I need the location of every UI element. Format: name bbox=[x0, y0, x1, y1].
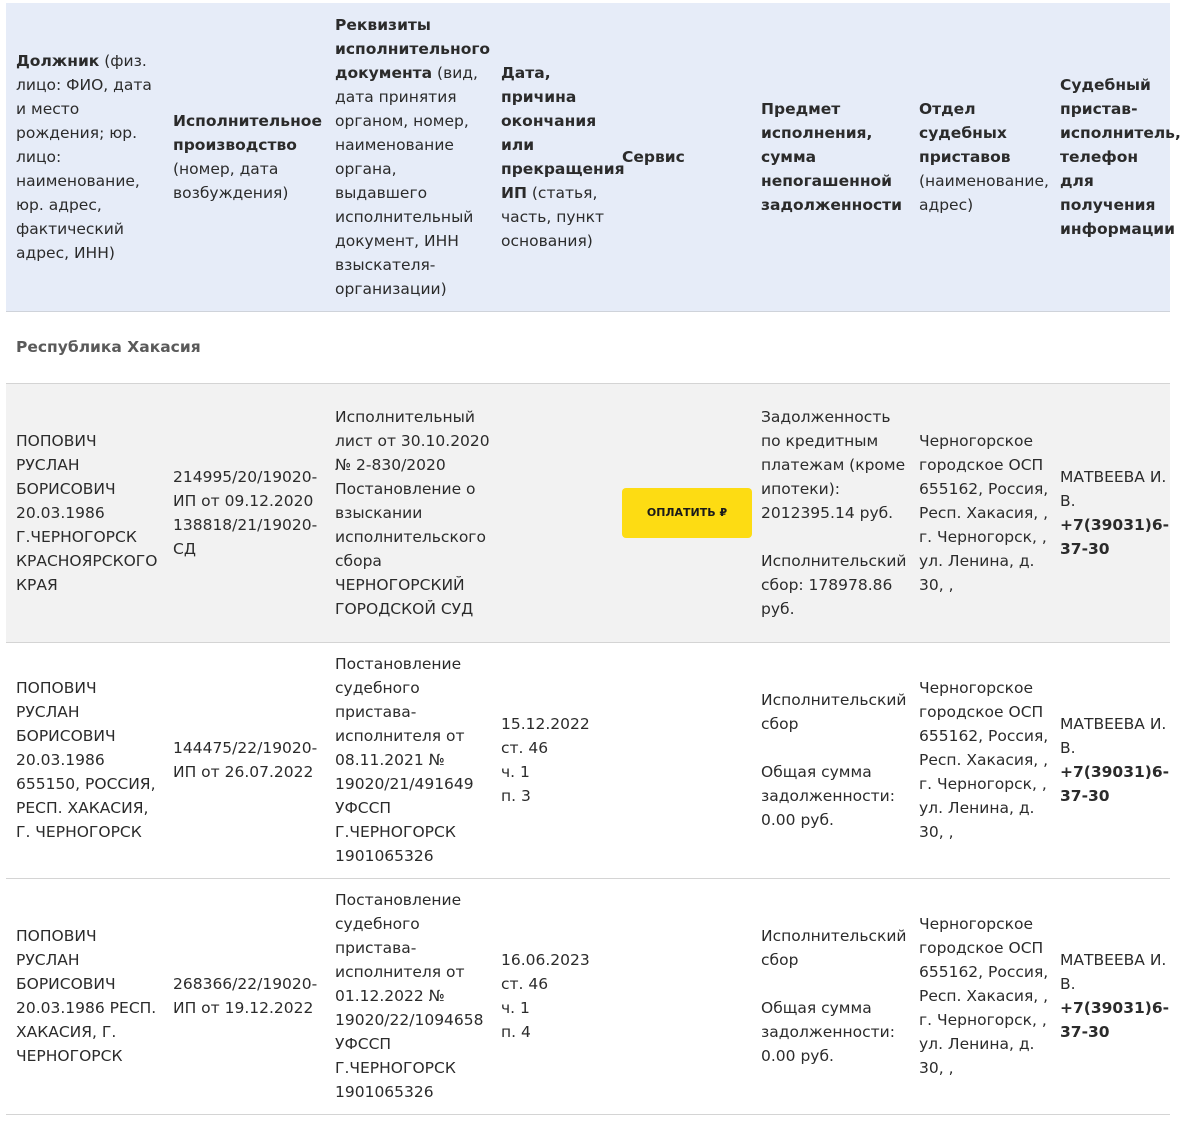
header-subject: Предмет исполнения, сумма непогашенной задолженности bbox=[751, 3, 909, 311]
document-cell: Постановление судебного пристава-исполнителя от 08.11.2021 № 19020/21/491649 УФССП Г.ЧЕРНОГОРСК 1901065326 bbox=[325, 642, 491, 878]
table-row bbox=[6, 383, 1170, 642]
table-header-row bbox=[6, 3, 1170, 311]
end-reason-cell bbox=[491, 383, 612, 642]
bailiff-phone: +7(39031)6-37-30 bbox=[1060, 515, 1170, 558]
header-bailiff: Судебный пристав-исполнитель, телефон для получения информации bbox=[1050, 3, 1170, 311]
document-cell: Постановление судебного пристава-исполнителя от 01.12.2022 № 19020/22/1094658 УФССП Г.ЧЕРНОГОРСК 1901065326 bbox=[325, 878, 491, 1114]
end-reason-cell: 16.06.2023 ст. 46 ч. 1 п. 4 bbox=[491, 878, 612, 1114]
table-row bbox=[6, 642, 1170, 878]
pay-button[interactable]: ОПЛАТИТЬ ₽ bbox=[622, 488, 752, 538]
header-proceeding: Исполнительное производство (номер, дата возбуждения) bbox=[163, 3, 325, 311]
debts-table-container bbox=[6, 3, 1181, 1122]
department-cell: Черногорское городское ОСП 655162, Россия, Респ. Хакасия, , г. Черногорск, , ул. Ленина, д. 30, , bbox=[909, 878, 1050, 1114]
header-document: Реквизиты исполнительного документа (вид, дата принятия органом, номер, наименование органа, выдавшего исполнительный документ, ИНН взыскателя-организации) bbox=[325, 3, 491, 311]
document-cell: Исполнительный лист от 30.10.2020 № 2-830/2020 Постановление о взыскании исполнительского сбора ЧЕРНОГОРСКИЙ ГОРОДСКОЙ СУД bbox=[325, 383, 491, 642]
debtor-cell: ПОПОВИЧ РУСЛАН БОРИСОВИЧ 20.03.1986 655150, РОССИЯ, РЕСП. ХАКАСИЯ, Г. ЧЕРНОГОРСК bbox=[6, 642, 163, 878]
header-debtor: Должник (физ. лицо: ФИО, дата и место рождения; юр. лицо: наименование, юр. адрес, фактический адрес, ИНН) bbox=[6, 3, 163, 311]
service-cell bbox=[612, 878, 751, 1114]
proceeding-cell: 268366/22/19020-ИП от 19.12.2022 bbox=[163, 878, 325, 1114]
subject-cell: Задолженность по кредитным платежам (кроме ипотеки): 2012395.14 руб. Исполнительский сбор: 178978.86 руб. bbox=[751, 383, 909, 642]
bailiff-cell: МАТВЕЕВА И. В. +7(39031)6-37-30 bbox=[1050, 383, 1170, 642]
department-cell: Черногорское городское ОСП 655162, Россия, Респ. Хакасия, , г. Черногорск, , ул. Ленина, д. 30, , bbox=[909, 383, 1050, 642]
subject-cell: Исполнительский сбор Общая сумма задолженности: 0.00 руб. bbox=[751, 878, 909, 1114]
bailiff-cell: МАТВЕЕВА И. В. +7(39031)6-37-30 bbox=[1050, 642, 1170, 878]
bailiff-phone: +7(39031)6-37-30 bbox=[1060, 763, 1170, 805]
bailiff-cell: МАТВЕЕВА И. В. +7(39031)6-37-30 bbox=[1050, 878, 1170, 1114]
department-cell: Черногорское городское ОСП 655162, Россия, Респ. Хакасия, , г. Черногорск, , ул. Ленина, д. 30, , bbox=[909, 642, 1050, 878]
enforcement-proceedings-table bbox=[6, 3, 1181, 1115]
end-reason-cell: 15.12.2022 ст. 46 ч. 1 п. 3 bbox=[491, 642, 612, 878]
header-service: Сервис bbox=[612, 3, 751, 311]
region-name: Республика Хакасия bbox=[6, 311, 1170, 383]
region-row bbox=[6, 311, 1170, 383]
service-cell bbox=[612, 642, 751, 878]
service-cell bbox=[612, 383, 751, 642]
header-end-reason: Дата, причина окончания или прекращения ИП (статья, часть, пункт основания) bbox=[491, 3, 612, 311]
bailiff-phone: +7(39031)6-37-30 bbox=[1060, 999, 1170, 1041]
header-department: Отдел судебных приставов (наименование, адрес) bbox=[909, 3, 1050, 311]
debtor-cell: ПОПОВИЧ РУСЛАН БОРИСОВИЧ 20.03.1986 Г.ЧЕРНОГОРСК КРАСНОЯРСКОГО КРАЯ bbox=[6, 383, 163, 642]
table-row bbox=[6, 878, 1170, 1114]
subject-cell: Исполнительский сбор Общая сумма задолженности: 0.00 руб. bbox=[751, 642, 909, 878]
proceeding-cell: 144475/22/19020-ИП от 26.07.2022 bbox=[163, 642, 325, 878]
proceeding-cell: 214995/20/19020-ИП от 09.12.2020 138818/21/19020-СД bbox=[163, 383, 325, 642]
debtor-cell: ПОПОВИЧ РУСЛАН БОРИСОВИЧ 20.03.1986 РЕСП. ХАКАСИЯ, Г. ЧЕРНОГОРСК bbox=[6, 878, 163, 1114]
